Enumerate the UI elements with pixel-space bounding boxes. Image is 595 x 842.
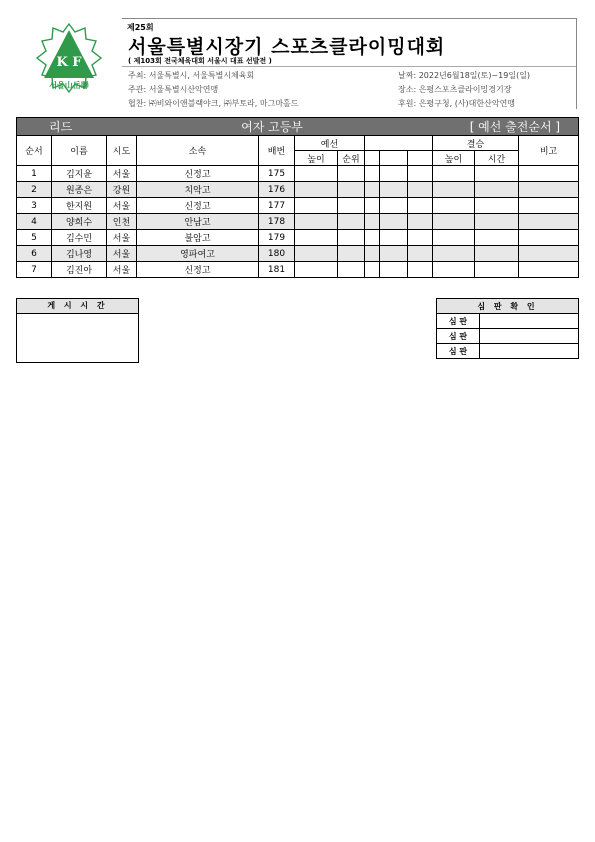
logo-letters: K F — [56, 55, 82, 70]
cell-team: 신정고 — [137, 166, 259, 182]
table-header-row-1 — [17, 136, 579, 151]
result-cell[interactable] — [295, 230, 338, 246]
col-empty-3 — [408, 151, 433, 166]
col-final-height: 높이 — [433, 151, 475, 166]
result-cell[interactable] — [380, 246, 408, 262]
table-row — [17, 262, 579, 278]
table-row — [17, 230, 579, 246]
result-cell[interactable] — [408, 166, 433, 182]
result-cell[interactable] — [433, 214, 475, 230]
sheet-type-label: [ 예선 출전순서 ] — [408, 118, 579, 136]
cell-name: 김지윤 — [52, 166, 107, 182]
result-cell[interactable] — [408, 230, 433, 246]
cell-city: 서울 — [107, 262, 137, 278]
judge-label: 심 판 — [437, 344, 480, 359]
result-cell[interactable] — [295, 246, 338, 262]
header-divider — [122, 66, 576, 67]
col-team: 소속 — [137, 136, 259, 166]
posting-time-box — [16, 298, 139, 363]
cell-team: 신정고 — [137, 262, 259, 278]
support-info: 후원: 은평구청, (사)대한산악연맹 — [398, 99, 516, 108]
result-cell[interactable] — [365, 198, 380, 214]
judge-signature-field[interactable] — [480, 314, 579, 329]
cell-name: 원종은 — [52, 182, 107, 198]
cell-bib: 175 — [259, 166, 295, 182]
competition-subtitle: ( 제103회 전국체육대회 서울시 대표 선발전 ) — [128, 57, 272, 65]
posting-time-label: 게 시 시 간 — [17, 299, 138, 314]
result-cell[interactable] — [408, 262, 433, 278]
posting-time-field[interactable] — [17, 314, 138, 362]
result-cell[interactable] — [519, 182, 579, 198]
result-cell[interactable] — [433, 166, 475, 182]
result-cell[interactable] — [475, 182, 519, 198]
result-cell[interactable] — [365, 166, 380, 182]
result-cell[interactable] — [295, 166, 338, 182]
col-city: 시도 — [107, 136, 137, 166]
cell-bib: 180 — [259, 246, 295, 262]
cell-order: 3 — [17, 198, 52, 214]
cell-order: 5 — [17, 230, 52, 246]
result-cell[interactable] — [475, 214, 519, 230]
cell-city: 서울 — [107, 246, 137, 262]
cell-team: 불암고 — [137, 230, 259, 246]
table-row — [17, 198, 579, 214]
result-cell[interactable] — [408, 214, 433, 230]
cell-name: 김나영 — [52, 246, 107, 262]
cell-team: 치악고 — [137, 182, 259, 198]
result-cell[interactable] — [475, 198, 519, 214]
cell-bib: 181 — [259, 262, 295, 278]
cell-city: 서울 — [107, 198, 137, 214]
result-cell[interactable] — [338, 230, 365, 246]
judge-signature-field[interactable] — [480, 329, 579, 344]
result-cell[interactable] — [433, 198, 475, 214]
result-cell[interactable] — [365, 182, 380, 198]
col-final: 결승 — [433, 136, 519, 151]
result-cell[interactable] — [338, 182, 365, 198]
date-info: 날짜: 2022년6월18일(토)~19일(일) — [398, 71, 531, 80]
result-cell[interactable] — [295, 182, 338, 198]
result-cell[interactable] — [519, 166, 579, 182]
result-cell[interactable] — [295, 214, 338, 230]
cell-name: 김진아 — [52, 262, 107, 278]
cell-order: 6 — [17, 246, 52, 262]
result-cell[interactable] — [408, 246, 433, 262]
judge-label: 심 판 — [437, 314, 480, 329]
col-note: 비고 — [519, 136, 579, 166]
col-empty-2 — [380, 151, 408, 166]
col-blank-group — [365, 136, 433, 151]
result-cell[interactable] — [380, 262, 408, 278]
result-cell[interactable] — [338, 166, 365, 182]
result-cell[interactable] — [433, 182, 475, 198]
start-order-table — [16, 117, 579, 278]
result-cell[interactable] — [295, 262, 338, 278]
document-header — [0, 0, 595, 112]
result-cell[interactable] — [365, 214, 380, 230]
col-qualifier-rank: 순위 — [338, 151, 365, 166]
result-cell[interactable] — [475, 166, 519, 182]
result-cell[interactable] — [519, 214, 579, 230]
discipline-label: 리드 — [17, 118, 137, 136]
result-cell[interactable] — [338, 262, 365, 278]
competition-title: 서울특별시장기 스포츠클라이밍대회 — [128, 36, 446, 58]
table-row — [17, 214, 579, 230]
cell-order: 2 — [17, 182, 52, 198]
cell-bib: 177 — [259, 198, 295, 214]
cell-city: 인천 — [107, 214, 137, 230]
cell-city: 서울 — [107, 230, 137, 246]
result-cell[interactable] — [365, 262, 380, 278]
federation-logo — [34, 22, 104, 98]
result-cell[interactable] — [475, 262, 519, 278]
cell-name: 양희수 — [52, 214, 107, 230]
result-cell[interactable] — [433, 246, 475, 262]
result-cell[interactable] — [365, 230, 380, 246]
result-cell[interactable] — [338, 214, 365, 230]
cell-bib: 178 — [259, 214, 295, 230]
cell-order: 4 — [17, 214, 52, 230]
result-cell[interactable] — [380, 198, 408, 214]
result-cell[interactable] — [519, 262, 579, 278]
table-row — [17, 246, 579, 262]
organizer-info: 주관: 서울특별시산악연맹 — [128, 85, 219, 94]
result-cell[interactable] — [519, 246, 579, 262]
col-name: 이름 — [52, 136, 107, 166]
cell-team: 영파여고 — [137, 246, 259, 262]
logo-caption: 서울山岳聯 — [49, 81, 89, 90]
result-cell[interactable] — [408, 198, 433, 214]
result-cell[interactable] — [475, 246, 519, 262]
cell-city: 강원 — [107, 182, 137, 198]
col-qualifier: 예선 — [295, 136, 365, 151]
category-label: 여자 고등부 — [137, 118, 408, 136]
result-cell[interactable] — [519, 230, 579, 246]
result-cell[interactable] — [433, 230, 475, 246]
cell-order: 7 — [17, 262, 52, 278]
result-cell[interactable] — [380, 214, 408, 230]
cell-name: 한지원 — [52, 198, 107, 214]
result-cell[interactable] — [433, 262, 475, 278]
result-cell[interactable] — [380, 230, 408, 246]
sponsor-info: 협찬: ㈜비와이앤블랙야크, ㈜부토라, 마그마홀드 — [128, 99, 299, 108]
result-cell[interactable] — [408, 182, 433, 198]
result-cell[interactable] — [519, 198, 579, 214]
edition-label: 제25회 — [127, 23, 154, 32]
table-row — [17, 166, 579, 182]
cell-team: 신정고 — [137, 198, 259, 214]
col-order: 순서 — [17, 136, 52, 166]
result-cell[interactable] — [475, 230, 519, 246]
athlete-rows — [17, 166, 579, 278]
cell-order: 1 — [17, 166, 52, 182]
result-cell[interactable] — [380, 182, 408, 198]
cell-name: 김수민 — [52, 230, 107, 246]
result-cell[interactable] — [295, 198, 338, 214]
event-banner — [17, 118, 579, 136]
cell-city: 서울 — [107, 166, 137, 182]
judge-signature-field[interactable] — [480, 344, 579, 359]
cell-bib: 176 — [259, 182, 295, 198]
col-final-time: 시간 — [475, 151, 519, 166]
cell-team: 안남고 — [137, 214, 259, 230]
judge-confirmation-table — [436, 298, 579, 359]
col-empty-1 — [365, 151, 380, 166]
col-bib: 배번 — [259, 136, 295, 166]
result-cell[interactable] — [365, 246, 380, 262]
result-cell[interactable] — [380, 166, 408, 182]
table-row — [17, 182, 579, 198]
judge-label: 심 판 — [437, 329, 480, 344]
col-qualifier-height: 높이 — [295, 151, 338, 166]
venue-info: 장소: 은평스포츠클라이밍경기장 — [398, 85, 512, 94]
result-cell[interactable] — [338, 198, 365, 214]
host-info: 주최: 서울특별시, 서울특별시체육회 — [128, 71, 255, 80]
judge-confirmation-label: 심 판 확 인 — [437, 299, 579, 314]
cell-bib: 179 — [259, 230, 295, 246]
result-cell[interactable] — [338, 246, 365, 262]
